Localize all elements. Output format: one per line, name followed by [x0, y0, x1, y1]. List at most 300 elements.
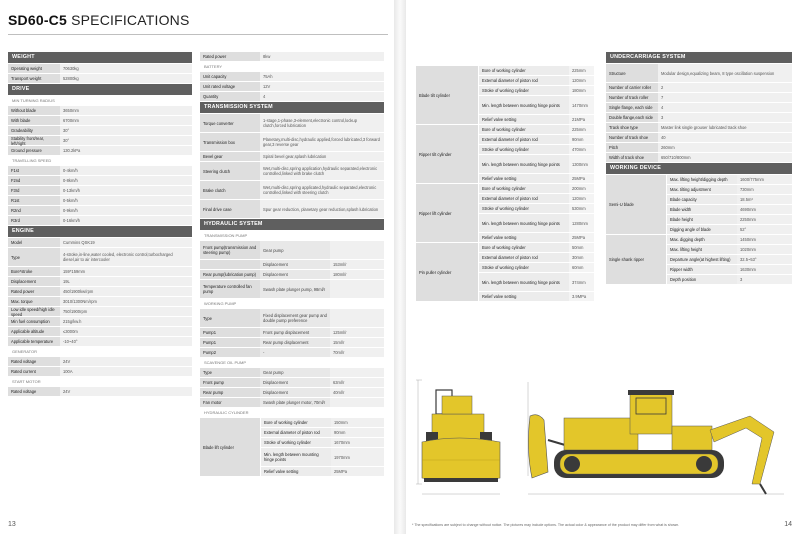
spec-key: Rated power [8, 287, 60, 296]
spec-row [667, 265, 792, 274]
spec-key: Rear pump(lubrication pump) [200, 270, 260, 279]
spec-value: 153ml/r [330, 260, 384, 269]
spec-key: R2nd [8, 206, 60, 215]
spec-row [200, 348, 384, 357]
spec-key: Bore of working cylinder [261, 418, 331, 427]
spec-value: 8kw [260, 52, 384, 61]
spec-row [606, 133, 792, 142]
spec-key: Model [8, 238, 60, 247]
spec-row [479, 214, 594, 232]
spec-key: Stroke of working cylinder [479, 204, 569, 213]
spec-row [200, 114, 384, 132]
dozer-drawings [414, 376, 794, 510]
spec-row [200, 270, 384, 279]
spec-row [8, 106, 192, 115]
spec-value: 2 [658, 83, 792, 92]
spec-column-1 [8, 52, 192, 397]
spec-group-key: Single shank ripper [606, 235, 666, 284]
spec-value: 40ml/r [330, 388, 384, 397]
spec-row [261, 418, 384, 427]
spec-value: 4690mm [737, 205, 792, 214]
spec-row [8, 238, 192, 247]
spec-row [8, 166, 192, 175]
spec-value: 1450mm [737, 235, 792, 244]
spec-row [479, 194, 594, 203]
spec-row [200, 181, 384, 199]
spec-key: Stroke of working cylinder [479, 263, 569, 272]
spec-row [667, 195, 792, 204]
spec-key: Relief valve setting [479, 115, 569, 124]
sub-header: WORKING PUMP [200, 299, 384, 308]
spec-row [667, 185, 792, 194]
spec-value [330, 241, 384, 259]
title-model: SD60-C5 [8, 12, 67, 28]
spec-key: Single flange, each side [606, 103, 658, 112]
spec-row [8, 216, 192, 225]
spec-value: 120mm [569, 76, 594, 85]
spec-sub-key: Swash plate plunger motor, 70ml/r [260, 398, 330, 407]
spec-row [479, 86, 594, 95]
spec-value: 0-13km/h [60, 186, 192, 195]
spec-group-body [667, 235, 792, 284]
spec-value: 40 [658, 133, 792, 142]
spec-key: Max. lifting height/digging depth [667, 175, 737, 184]
spec-key: Bore of working cylinder [479, 66, 569, 75]
spec-value: 120mm [569, 194, 594, 203]
spec-row [667, 275, 792, 284]
spec-value: 530mm [569, 204, 594, 213]
spec-value: 7 [658, 93, 792, 102]
spec-key: Max. tilting adjustment [667, 185, 737, 194]
spec-column-3 [416, 66, 594, 302]
spec-value: 1300mm [569, 155, 594, 173]
section-header: DRIVE [8, 84, 192, 95]
spec-row [8, 297, 192, 306]
spec-row [200, 241, 384, 259]
spec-key: External diameter of piston rod [479, 253, 569, 262]
spec-row [667, 225, 792, 234]
spec-key: Bore of working cylinder [479, 184, 569, 193]
spec-row [8, 206, 192, 215]
spec-key: R3rd [8, 216, 60, 225]
sub-header: MIN TURNING RADIUS [8, 96, 192, 105]
right-page [406, 0, 800, 534]
spec-value [330, 280, 384, 298]
spec-value: 200mm [569, 184, 594, 193]
spec-row [8, 367, 192, 376]
spec-key: External diameter of piston rod [479, 76, 569, 85]
title-text: SPECIFICATIONS [66, 12, 190, 28]
spec-value: 0-16km/h [60, 216, 192, 225]
spec-key: Departure angle(at highest lifting) [667, 255, 737, 264]
spec-key: F2nd [8, 176, 60, 185]
spec-value: 90mm [569, 135, 594, 144]
spec-key: Ripper width [667, 265, 737, 274]
spec-row [261, 438, 384, 447]
spec-row [261, 448, 384, 466]
section-header: ENGINE [8, 226, 192, 237]
spec-row [479, 96, 594, 114]
spec-value: 60mm [569, 263, 594, 272]
spec-value: Wet,multi-disc,spring applicated,hydraulic separated,electronic controlled,linked with steering clutch [260, 181, 384, 199]
spec-value: 19L [60, 277, 192, 286]
spec-row [261, 428, 384, 437]
spec-row [8, 317, 192, 326]
spec-key: Stability front/rear, left/right [8, 136, 60, 145]
spec-key: Fan motor [200, 398, 260, 407]
spec-key: Rated power [200, 52, 260, 61]
spec-row [479, 292, 594, 301]
spec-row [606, 123, 792, 132]
spec-value: 3 [737, 275, 792, 284]
spec-key: Min. length between mounting hinge points [479, 155, 569, 173]
spec-row [606, 113, 792, 122]
spec-row [200, 338, 384, 347]
spec-group-body [479, 125, 594, 183]
spec-row [200, 398, 384, 407]
spec-group [416, 125, 594, 183]
spec-key: Pump1 [200, 338, 260, 347]
spec-key: Applicable temperature [8, 337, 60, 346]
spec-value: 18.5m³ [737, 195, 792, 204]
spec-value: 3010/1300Nm/rpm [60, 297, 192, 306]
spec-key: Number of track shoe [606, 133, 658, 142]
spec-row [8, 307, 192, 316]
section-header: WEIGHT [8, 52, 192, 63]
spec-value: 730mm [737, 185, 792, 194]
spec-value: 3.9MPa [569, 292, 594, 301]
spec-sub-key: Displacement [260, 260, 330, 269]
sub-header: TRANSMISSION PUMP [200, 231, 384, 240]
spec-key: Relief valve setting [479, 174, 569, 183]
spec-row [200, 82, 384, 91]
spec-sub-key: Displacement [260, 378, 330, 387]
spec-key: Bore*stroke [8, 267, 60, 276]
spec-value: 0-9km/h [60, 206, 192, 215]
spec-value: 32.5~53° [737, 255, 792, 264]
spec-value: 30mm [569, 253, 594, 262]
spec-key: Min. length between mounting hinge points [479, 273, 569, 291]
spec-key: Number of carrier roller [606, 83, 658, 92]
spec-value: 52° [737, 225, 792, 234]
spec-group [606, 175, 792, 234]
spec-value: 52800kg [60, 74, 192, 83]
spec-key: Applicable altitude [8, 327, 60, 336]
spec-value: 1630mm [737, 265, 792, 274]
spec-key: F1st [8, 166, 60, 175]
spec-key: Steering clutch [200, 162, 260, 180]
spec-key: Pump2 [200, 348, 260, 357]
spec-value: 6700mm [60, 116, 192, 125]
spec-row [667, 215, 792, 224]
spec-row [8, 176, 192, 185]
section-header: UNDERCARRIAGE SYSTEM [606, 52, 792, 63]
spec-value: Spur gear reduction, planetary gear reduction,splash lubrication [260, 200, 384, 218]
spec-value: 1600/775mm [737, 175, 792, 184]
spec-row [479, 125, 594, 134]
spec-value: 374mm [569, 273, 594, 291]
spec-value: 650/710/800mm [658, 153, 792, 162]
spec-key [200, 260, 260, 269]
spec-value: 100A [60, 367, 192, 376]
spec-row [200, 92, 384, 101]
spec-sub-key: Displacement [260, 270, 330, 279]
spec-row [667, 255, 792, 264]
spec-key: Displacement [8, 277, 60, 286]
title-rule [8, 34, 388, 35]
spec-sub-key: Displacement [260, 388, 330, 397]
spec-key: External diameter of piston rod [479, 194, 569, 203]
book-gutter [394, 0, 406, 534]
spec-key: Without blade [8, 106, 60, 115]
spec-value: 1970mm [331, 448, 384, 466]
spec-row [200, 200, 384, 218]
spec-value: 4-stroke,in-line,water cooled, electronic control,turbocharged diesel,air to air intercooler [60, 248, 192, 266]
spec-row [8, 146, 192, 155]
spec-value: 260mm [658, 143, 792, 152]
spec-key: Min. length between mounting hinge points [479, 96, 569, 114]
spec-row [8, 136, 192, 145]
spec-row [200, 72, 384, 81]
spec-value: Spiral bevel gear,splash lubrication [260, 152, 384, 161]
spec-key: Blade capacity [667, 195, 737, 204]
spec-group-key: Ripper lift cylinder [416, 184, 478, 242]
spec-key: Transmission box [200, 133, 260, 151]
spec-row [479, 273, 594, 291]
spec-value: 450/1900kw/rpm [60, 287, 192, 296]
spec-row [606, 93, 792, 102]
spec-key: Rated voltage [8, 387, 60, 396]
spec-sub-key: Fixed displacement gear pump and double pump preference [260, 309, 330, 327]
spec-key: Max. torque [8, 297, 60, 306]
spec-row [667, 245, 792, 254]
spec-row [200, 368, 384, 377]
spec-key: Max. digging depth [667, 235, 737, 244]
spec-sub-key: Gear pump [260, 368, 330, 377]
spec-value: 24V [60, 387, 192, 396]
spec-group-key: Blade tilt cylinder [416, 66, 478, 124]
spec-value: 0-8km/h [60, 176, 192, 185]
spec-value: 0-5km/h [60, 196, 192, 205]
spec-value: 1-stage,1-phase,3-element,electronic control,lockup clutch,forced lubrication [260, 114, 384, 132]
footnote: * The specifications are subject to change without notice. The pictures may include options. The actual color & appearance of the product may differ from what is shown. [412, 523, 680, 527]
spec-group-body [261, 418, 384, 476]
spec-key: Structure [606, 64, 658, 82]
sub-header: BATTERY [200, 62, 384, 71]
spec-row [606, 103, 792, 112]
spec-key: Depth position [667, 275, 737, 284]
spec-row [479, 263, 594, 272]
spec-key: Bevel gear [200, 152, 260, 161]
spec-row [200, 378, 384, 387]
spec-row [8, 277, 192, 286]
spec-key: Ground pressure [8, 146, 60, 155]
spec-value: 159*159mm [60, 267, 192, 276]
spec-key: Pitch [606, 143, 658, 152]
spec-column-2 [200, 52, 384, 477]
spec-row [200, 52, 384, 61]
spec-row [479, 145, 594, 154]
spec-value: 75Ah [260, 72, 384, 81]
spec-value: 1280mm [569, 214, 594, 232]
spec-key: Gradeability [8, 126, 60, 135]
spec-value: 25MPa [331, 467, 384, 476]
spec-value: Wet,multi-disc,spring application,hydraulic separated,electronic controlled,linked with brake clutch [260, 162, 384, 180]
spec-row [8, 337, 192, 346]
spec-row [200, 309, 384, 327]
spec-row [479, 184, 594, 193]
spec-group-body [667, 175, 792, 234]
spec-row [606, 143, 792, 152]
spec-value: 750/1900rpm [60, 307, 192, 316]
spec-group [416, 243, 594, 301]
spec-key: Width of track shoe [606, 153, 658, 162]
spec-key: Unit rated voltage [200, 82, 260, 91]
spec-group [416, 66, 594, 124]
spec-value: 25MPa [569, 233, 594, 242]
spec-column-4 [606, 52, 792, 285]
section-header: HYDRAULIC SYSTEM [200, 219, 384, 230]
spec-key: Min. length between mounting hinge points [261, 448, 331, 466]
spec-sub-key: - [260, 348, 330, 357]
sub-header: HYDRAULIC CYLINDER [200, 408, 384, 417]
spec-row [479, 233, 594, 242]
spec-group [200, 418, 384, 476]
spec-key: Type [8, 248, 60, 266]
spec-row [8, 116, 192, 125]
spec-key: Front pump(transmission and steering pump) [200, 241, 260, 259]
spec-group-key: Pin puller cylinder [416, 243, 478, 301]
spec-row [479, 135, 594, 144]
spec-row [200, 260, 384, 269]
page-number-left: 13 [8, 521, 16, 528]
spec-key: Temperature controlled fan pump [200, 280, 260, 298]
sub-header: SCAVENGE OIL PUMP [200, 358, 384, 367]
spec-group [416, 184, 594, 242]
spec-row [200, 133, 384, 151]
spec-row [261, 467, 384, 476]
spec-value: 180mm [569, 86, 594, 95]
spec-value: 225mm [569, 125, 594, 134]
spec-value: Cummins QSK19 [60, 238, 192, 247]
page-title [8, 12, 190, 28]
spec-value: 150mm [331, 418, 384, 427]
spec-key: Bore of working cylinder [479, 243, 569, 252]
spec-value [330, 368, 384, 377]
spec-value: 0-4km/h [60, 166, 192, 175]
spec-value: 90mm [331, 428, 384, 437]
spec-row [667, 205, 792, 214]
spec-key: Track shoe type [606, 123, 658, 132]
spec-value: 1470mm [569, 96, 594, 114]
spec-key: Bore of working cylinder [479, 125, 569, 134]
spec-value: 225mm [569, 66, 594, 75]
spec-value: 125ml/r [330, 328, 384, 337]
spec-key: Max. lifting height [667, 245, 737, 254]
spec-key: Low idle speed/high idle speed [8, 307, 60, 316]
spec-key: Pump1 [200, 328, 260, 337]
spec-key: R1st [8, 196, 60, 205]
spec-value: 1670mm [331, 438, 384, 447]
spec-group-body [479, 184, 594, 242]
sub-header: START MOTOR [8, 377, 192, 386]
spec-value: 21MPa [569, 115, 594, 124]
spec-value: 215g/kw.h [60, 317, 192, 326]
spec-row [479, 115, 594, 124]
spec-value: 24V [60, 357, 192, 366]
spec-row [8, 327, 192, 336]
spec-row [667, 235, 792, 244]
spec-key: Blade width [667, 205, 737, 214]
spec-key: Quantity [200, 92, 260, 101]
spec-value: Planetary,multi-disc,hydraulic applied,forced lubricated,3 forward gear,3 reverse gear [260, 133, 384, 151]
spec-row [8, 126, 192, 135]
spec-row [8, 248, 192, 266]
spec-row [200, 328, 384, 337]
spec-value: 4 [658, 103, 792, 112]
spec-key: Digging angle of blade [667, 225, 737, 234]
spec-value: 30° [60, 136, 192, 145]
spec-key: Brake clutch [200, 181, 260, 199]
spec-value: 2250mm [737, 215, 792, 224]
spec-value: -10~40° [60, 337, 192, 346]
spec-value: Modular design,equalizing beam, 8 type oscillation suspension [658, 64, 792, 82]
spec-key: Stroke of working cylinder [479, 86, 569, 95]
spec-row [8, 287, 192, 296]
spec-key: External diameter of piston rod [479, 135, 569, 144]
spec-value: 12V [260, 82, 384, 91]
spec-row [479, 76, 594, 85]
spec-row [667, 175, 792, 184]
spec-key: Front pump [200, 378, 260, 387]
spec-row [8, 196, 192, 205]
spec-value: 25MPa [569, 174, 594, 183]
spec-row [479, 174, 594, 183]
spec-row [606, 153, 792, 162]
spec-value: 70ml/r [330, 348, 384, 357]
spec-key: Min fuel consumption [8, 317, 60, 326]
spec-key: Blade height [667, 215, 737, 224]
spec-key: Type [200, 368, 260, 377]
spec-group-key: Blade lift cylinder [200, 418, 260, 476]
spec-row [200, 280, 384, 298]
spec-key: Relief valve setting [479, 233, 569, 242]
spec-row [8, 64, 192, 73]
spec-group [606, 235, 792, 284]
spec-group-body [479, 66, 594, 124]
spec-value: 3650mm [60, 106, 192, 115]
spec-value: 470mm [569, 145, 594, 154]
spec-key: Double flange,each side [606, 113, 658, 122]
spec-key: With blade [8, 116, 60, 125]
spec-key: F3rd [8, 186, 60, 195]
spec-row [479, 204, 594, 213]
spec-value: 4 [260, 92, 384, 101]
spec-row [479, 243, 594, 252]
spec-key: Stroke of working cylinder [261, 438, 331, 447]
spec-row [606, 64, 792, 82]
spec-value: 3 [658, 113, 792, 122]
spec-key: Rear pump [200, 388, 260, 397]
spec-key: Type [200, 309, 260, 327]
spec-key: Rated voltage [8, 357, 60, 366]
spec-row [8, 186, 192, 195]
spec-value: Master link single grouser lubricated track shoe [658, 123, 792, 132]
spec-row [606, 83, 792, 92]
spec-key: Transport weight [8, 74, 60, 83]
spec-key: Stroke of working cylinder [479, 145, 569, 154]
spec-key: Torque converter [200, 114, 260, 132]
